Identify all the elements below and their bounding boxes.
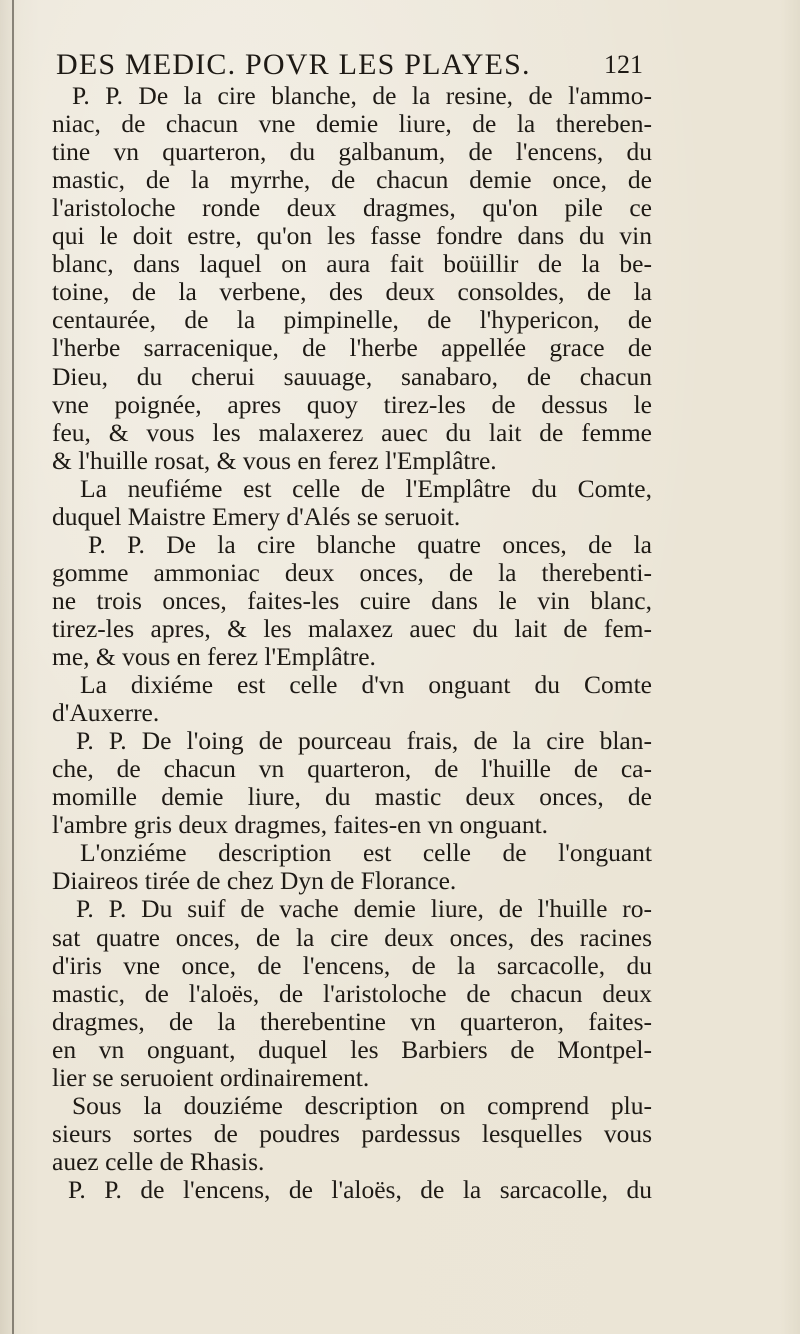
- text-line: qui le doit estre, qu'on les fasse fondre dans du vin: [52, 221, 652, 251]
- text-line: l'herbe sarracenique, de l'herbe appellée grace de: [52, 333, 652, 363]
- text-line: niac, de chacun vne demie liure, de la thereben-: [52, 109, 652, 139]
- text-line: en vn onguant, duquel les Barbiers de Montpel-: [52, 1034, 652, 1064]
- text-line: l'ambre gris deux dragmes, faites-en vn onguant.: [52, 810, 549, 840]
- text-line: l'aristoloche ronde deux dragmes, qu'on pile ce: [52, 193, 652, 223]
- text-line: ne trois onces, faites-les cuire dans le vin blanc,: [52, 585, 652, 615]
- text-line: Diaireos tirée de chez Dyn de Florance.: [52, 866, 457, 896]
- running-head-title: DES MEDIC. POVR LES PLAYES.: [56, 48, 531, 81]
- text-line: mastic, de la myrrhe, de chacun demie once, de: [52, 165, 652, 195]
- text-line: P. P. De l'oing de pourceau frais, de la cire blan-: [76, 726, 652, 756]
- text-line: che, de chacun vn quarteron, de l'huille de ca-: [52, 754, 652, 784]
- text-line: feu, & vous les malaxerez auec du lait de femme: [52, 417, 652, 447]
- text-line: me, & vous en ferez l'Emplâtre.: [52, 642, 376, 671]
- text-line: mastic, de l'aloës, de l'aristoloche de chacun deux: [52, 978, 652, 1008]
- text-line: sieurs sortes de poudres pardessus lesquelles vous: [52, 1118, 652, 1148]
- text-line: lier se seruoient ordinairement.: [52, 1062, 370, 1092]
- text-line: sat quatre onces, de la cire deux onces, des racines: [52, 922, 652, 952]
- text-line: tirez-les apres, & les malaxez auec du lait de fem-: [52, 613, 652, 643]
- text-line: L'onziéme description est celle de l'onguant: [80, 838, 652, 868]
- text-line: Dieu, du cherui sauuage, sanabaro, de chacun: [52, 361, 652, 391]
- text-line: & l'huille rosat, & vous en ferez l'Emplâtre.: [52, 445, 497, 475]
- text-line: tine vn quarteron, du galbanum, de l'encens, du: [52, 137, 652, 167]
- text-line: d'iris vne once, de l'encens, de la sarcacolle, du: [52, 950, 652, 980]
- text-line: toine, de la verbene, des deux consoldes, de la: [52, 277, 652, 307]
- text-line: centaurée, de la pimpinelle, de l'hypericon, de: [52, 305, 652, 335]
- text-line: P. P. Du suif de vache demie liure, de l'huille ro-: [76, 894, 652, 924]
- text-line: La neufiéme est celle de l'Emplâtre du Comte,: [80, 473, 652, 503]
- text-line: gomme ammoniac deux onces, de la therebenti-: [52, 557, 652, 587]
- text-line: dragmes, de la therebentine vn quarteron, faites-: [52, 1006, 652, 1036]
- text-line: La dixiéme est celle d'vn onguant du Comte: [80, 670, 652, 700]
- page-gutter-edge: [12, 0, 14, 1334]
- text-line: momille demie liure, du mastic deux onces, de: [52, 782, 652, 812]
- text-line: auez celle de Rhasis.: [52, 1146, 265, 1176]
- text-line: Sous la douziéme description on comprend plu-: [72, 1090, 652, 1120]
- text-line: P. P. de l'encens, de l'aloës, de la sarcacolle, du: [68, 1174, 652, 1204]
- text-line: blanc, dans laquel on aura fait boüillir de la be-: [52, 249, 652, 279]
- text-line: P. P. De la cire blanche, de la resine, de l'ammo-: [72, 81, 652, 110]
- text-line: P. P. De la cire blanche quatre onces, de la: [88, 529, 652, 559]
- text-line: duquel Maistre Emery d'Alés se seruoit.: [52, 501, 461, 531]
- text-line: d'Auxerre.: [52, 698, 160, 728]
- page-number: 121: [604, 50, 643, 79]
- text-line: vne poignée, apres quoy tirez-les de dessus le: [52, 389, 652, 419]
